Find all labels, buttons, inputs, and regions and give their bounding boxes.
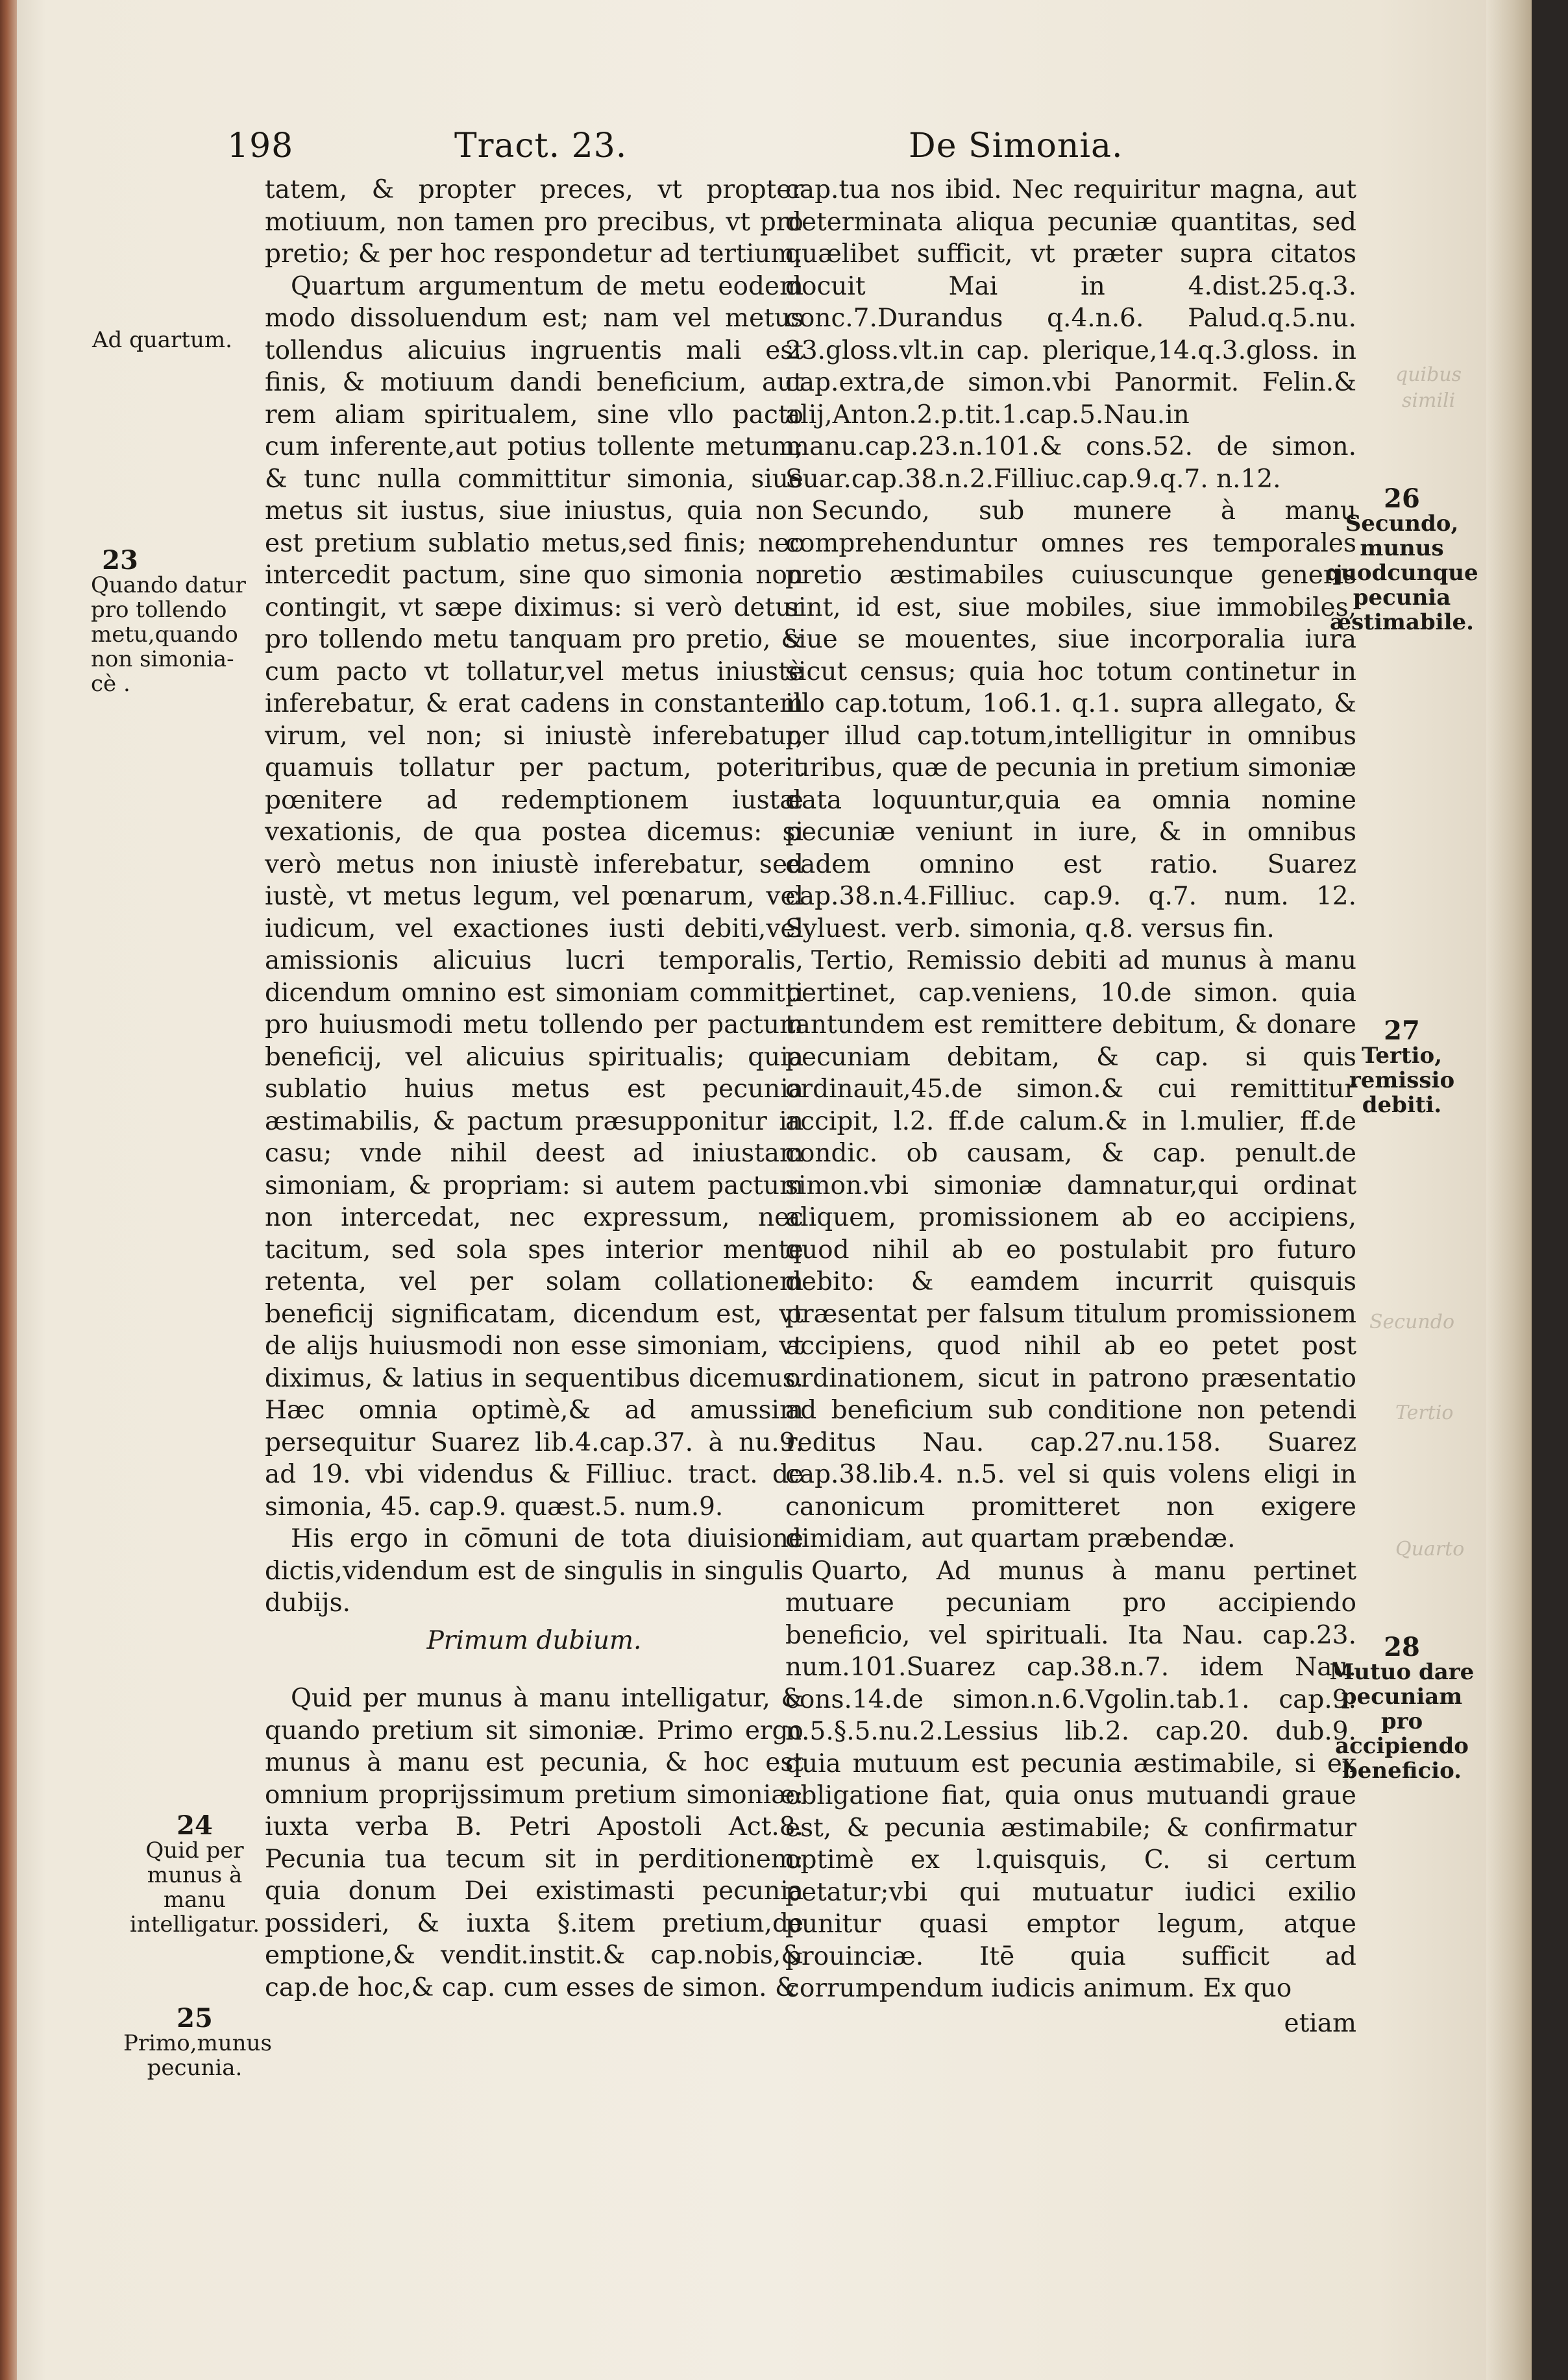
margin-note-24 [123, 1810, 266, 1937]
bleed-through-text: Secundo [1369, 1311, 1455, 1333]
running-head-tract: Tract. 23. [454, 127, 628, 165]
paragraph: Secundo, sub munere à manu comprehenduntur omnes res temporales pretio æstimabiles cuiuscunque generis sint, id est, siue mobiles, siue immobiles, siue se mouentes, siue incorporalia iura sicut census; quia hoc totum continetur in illo cap.totum, 1o6.1. q.1. supra allegato, & per illud cap.totum,intelligitur in omnibus iuribus, quæ de pecunia in pretium simoniæ data loquuntur,quia ea omnia nomine pecuniæ veniunt in iure, & in omnibus eadem omnino est ratio. Suarez cap.38.n.4.Filliuc. cap.9. q.7. num. 12. Syluest. verb. simonia, q.8. versus fin. [785, 496, 1356, 943]
bleed-through-text: Quarto [1395, 1538, 1465, 1560]
margin-note-28 [1324, 1632, 1480, 1784]
section-heading: Primum dubium. [426, 1625, 642, 1655]
margin-note-26 [1324, 483, 1480, 635]
paragraph: Quarto, Ad munus à manu pertinet mutuare pecuniam pro accipiendo beneficio, vel spirituali. Ita Nau. cap.23. num.101.Suarez cap.38.n.7. idem Nau. cons.14.de simon.n.6.Vgolin.tab.1. cap.9. n.5.§.5.nu.2.Lessius lib.2. cap.20. dub.9. quia mutuum est pecunia æstimabile, si ex obligatione fiat, quia onus mutuandi graue est, & pecunia æstimabile; & confirmatur optimè ex l.quisquis, C. si certum petatur;vbi qui mutuatur iudici exilio punitur quasi emptor legum, atque prouinciæ. Itē quia sufficit ad corrumpendum iudicis animum. Ex quo [785, 1556, 1356, 2003]
margin-note-text: Primo,munus pecunia. [123, 2030, 272, 2081]
margin-note-number: 24 [177, 1810, 213, 1841]
paragraph: tatem, & propter preces, vt propter motiuum, non tamen pro precibus, vt pro pretio; & per hoc respondetur ad tertium. [265, 175, 803, 269]
margin-note-number: 27 [1384, 1015, 1420, 1046]
margin-note-text: Ad quartum. [92, 327, 232, 353]
bleed-through-text: Tertio [1395, 1402, 1454, 1424]
paragraph: Tertio, Remissio debiti ad munus à manu pertinet, cap.veniens, 10.de simon. quia tantundem est remittere debitum, & donare pecuniam debitam, & cap. si quis ordinauit,45.de simon.& cui remittitur accipit, l.2. ff.de calum.& in l.mulier, ff.de condic. ob causam, & cap. penult.de simon.vbi simoniæ damnatur,qui ordinat aliquem, promissionem ab eo accipiens, quod nihil ab eo postulabit pro futuro debito: & eamdem incurrit quisquis præsentat per falsum titulum promissionem accipiens, quod nihil ab eo petet post ordinationem, sicut in patrono præsentatio ad beneficium sub conditione non petendi reditus Nau. cap.27.nu.158. Suarez cap.38.lib.4. n.5. vel si quis volens eligi in canonicum promitteret non exigere dimidiam, aut quartam præbendæ. [785, 946, 1356, 1553]
text-column-left [265, 174, 803, 2004]
bleed-through-text: quibus [1395, 363, 1462, 386]
margin-note-25 [123, 2003, 272, 2081]
page-number: 198 [227, 127, 294, 165]
running-head-title: De Simonia. [909, 127, 1123, 165]
paragraph: His ergo in cōmuni de tota diuisione dictis,videndum est de singulis in singulis dubijs. [265, 1524, 803, 1618]
margin-note-number: 23 [102, 545, 138, 576]
margin-note-text: Tertio, remissio debiti. [1349, 1043, 1455, 1118]
paragraph: cap.tua nos ibid. Nec requiritur magna, aut determinata aliqua pecuniæ quantitas, sed quælibet sufficit, vt præter supra citatos docuit Mai in 4.dist.25.q.3. conc.7.Durandus q.4.n.6. Palud.q.5.nu. 23.gloss.vlt.in cap. plerique,14.q.3.gloss. in cap.extra,de simon.vbi Panormit. Felin.& alij,Anton.2.p.tit.1.cap.5.Nau.in manu.cap.23.n.101.& cons.52. de simon. Suar.cap.38.n.2.Filliuc.cap.9.q.7. n.12. [785, 175, 1356, 494]
margin-note-number: 26 [1384, 483, 1420, 514]
margin-note-number: 25 [177, 2003, 213, 2034]
margin-note-text: Mutuo dare pecuniam pro accipiendo beneficio. [1329, 1659, 1475, 1784]
margin-note-27 [1324, 1015, 1480, 1118]
margin-note-ad-quartum [92, 328, 248, 352]
paragraph: Quartum argumentum de metu eodem modo dissoluendum est; nam vel metus tollendus alicuius ingruentis mali est finis, & motiuum dandi beneficium, aut rem aliam spiritualem, sine vllo pacto cum inferente,aut potius tollente metum; & tunc nulla committitur simonia, siue metus sit iustus, siue iniustus, quia non est pretium sublatio metus,sed finis; nec intercedit pactum, sine quo simonia non contingit, vt sæpe diximus: si verò detur pro tollendo metu tanquam pro pretio, & cum pacto vt tollatur,vel metus iniustè inferebatur, & erat cadens in constantem virum, vel non; si iniustè inferebatur, quamuis tollatur per pactum, poterit pœnitere ad redemptionem iustæ vexationis, de qua postea dicemus: si verò metus non iniustè inferebatur, sed iustè, vt metus legum, vel pœnarum, vel iudicum, vel exactiones iusti debiti,vel amissionis alicuius lucri temporalis, dicendum omnino est simoniam committi pro huiusmodi metu tollendo per pactum beneficij, vel alicuius spiritualis; quia sublatio huius metus est pecunia æstimabilis, & pactum præsupponitur in casu; vnde nihil deest ad iniustam simoniam, & propriam: si autem pactum non intercedat, nec expressum, nec tacitum, sed sola spes interior mente retenta, vel per solam collationem beneficij significatam, dicendum est, vt de alijs huiusmodi non esse simoniam, vt diximus, & latius in sequentibus dicemus. Hæc omnia optimè,& ad amussim persequitur Suarez lib.4.cap.37. à nu.9. ad 19. vbi videndus & Filliuc. tract. de simonia, 45. cap.9. quæst.5. num.9. [265, 271, 803, 1522]
page-gutter-edge [0, 0, 17, 2380]
text-column-right [785, 174, 1356, 2039]
bleed-through-text: simili [1402, 389, 1456, 412]
paragraph: Quid per munus à manu intelligatur, & quando pretium sit simoniæ. Primo ergo munus à manu est pecunia, & hoc est omnium proprijssimum pretium simoniæ: iuxta verba B. Petri Apostoli Act.8. Pecunia tua tecum sit in perditionem: quia donum Dei existimasti pecunia possideri, & iuxta §.item pretium,de emptione,& vendit.instit.& cap.nobis,& cap.de hoc,& cap. cum esses de simon. & [265, 1684, 803, 2002]
margin-note-text: Secundo, munus quodcunque pecunia æstimabile. [1325, 511, 1478, 635]
margin-note-23 [91, 545, 247, 697]
catchword: etiam [1284, 2008, 1356, 2038]
margin-note-text: Quando datur pro tollendo metu,quando non simonia-cè . [91, 572, 246, 697]
margin-note-number: 28 [1384, 1632, 1420, 1662]
page-fore-edge [1486, 0, 1532, 2380]
margin-note-text: Quid per munus à manu intelligatur. [129, 1838, 260, 1937]
